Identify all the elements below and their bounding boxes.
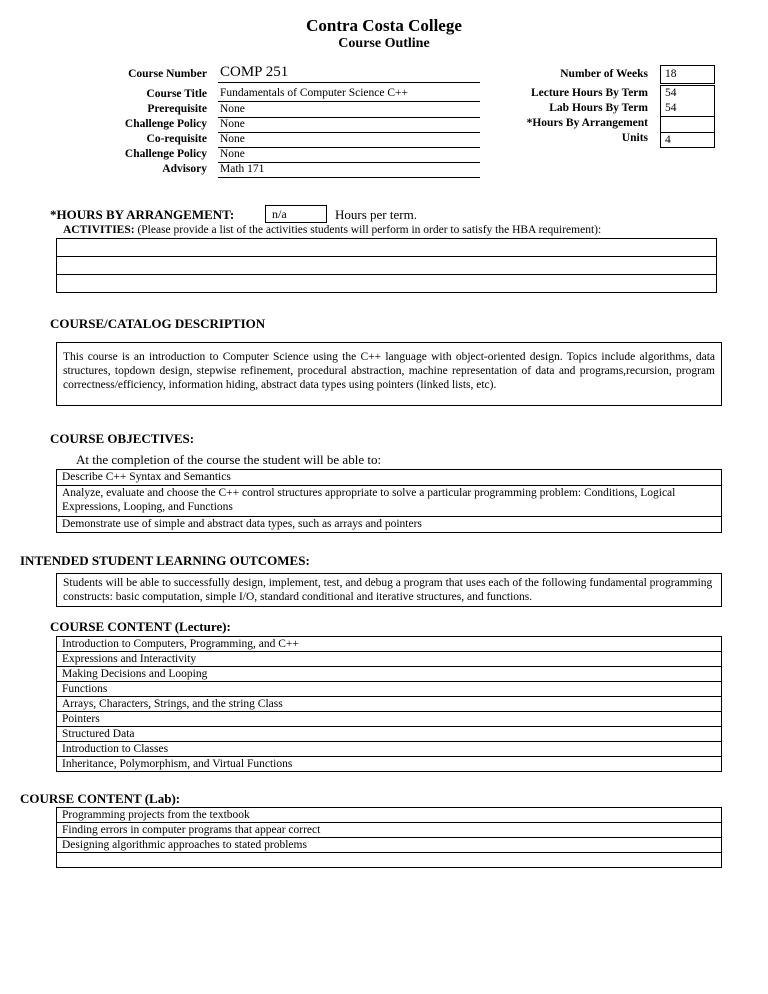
advisory-value: Math 171 (218, 162, 480, 178)
hba-label: *HOURS BY ARRANGEMENT: (50, 207, 235, 222)
advisory-label: Advisory (162, 163, 207, 175)
hours-box (660, 85, 715, 148)
lecture-item: Functions (57, 682, 721, 697)
lecture-item: Inheritance, Polymorphism, and Virtual Functions (57, 757, 721, 772)
college-title: Contra Costa College (306, 16, 462, 35)
lecture-item: Pointers (57, 712, 721, 727)
document-subtitle: Course Outline (338, 36, 430, 51)
objectives-list (56, 469, 722, 533)
lecture-heading: COURSE CONTENT (Lecture): (50, 619, 231, 634)
activities-line (63, 224, 601, 236)
prerequisite-value: None (218, 102, 480, 118)
lab-hours-label: Lab Hours By Term (549, 102, 648, 114)
objective-item: Analyze, evaluate and choose the C++ control structures appropriate to solve a particular programming problem: Conditions, Logical Expressions, Looping, and Functions (57, 486, 721, 517)
objective-item: Describe C++ Syntax and Semantics (57, 470, 721, 486)
course-title-label: Course Title (146, 88, 207, 100)
lab-item: Programming projects from the textbook (57, 808, 721, 823)
objective-item: Demonstrate use of simple and abstract data types, such as arrays and pointers (57, 517, 721, 533)
course-number-value: COMP 251 (218, 63, 480, 83)
activities-note: (Please provide a list of the activities students will perform in order to satisfy the HBA requirement): (137, 224, 602, 236)
activities-table (56, 238, 717, 293)
lecture-item: Arrays, Characters, Strings, and the string Class (57, 697, 721, 712)
co-requisite-value: None (218, 132, 480, 148)
course-number-label: Course Number (128, 68, 207, 80)
challenge-policy-2-value: None (218, 147, 480, 163)
lecture-item: Making Decisions and Looping (57, 667, 721, 682)
hba-value-field: n/a (265, 205, 327, 223)
lecture-item: Introduction to Computers, Programming, and C++ (57, 637, 721, 652)
hba-suffix: Hours per term. (335, 207, 417, 222)
prerequisite-label: Prerequisite (147, 103, 207, 115)
lecture-item: Introduction to Classes (57, 742, 721, 757)
challenge-policy-label: Challenge Policy (124, 118, 207, 130)
lecture-item: Expressions and Interactivity (57, 652, 721, 667)
units-value: 4 (665, 134, 671, 146)
lab-item: Finding errors in computer programs that appear correct (57, 823, 721, 838)
hba-hours-value (661, 117, 714, 133)
outcomes-text: Students will be able to successfully design, implement, test, and debug a program that uses each of the following fundamental programming constructs: basic computation, simple I/O, standard conditional and iterative structures, and functions. (56, 573, 722, 607)
lab-item: Designing algorithmic approaches to stated problems (57, 838, 721, 853)
number-of-weeks-label: Number of Weeks (560, 68, 648, 80)
lab-heading: COURSE CONTENT (Lab): (20, 791, 181, 806)
challenge-policy-2-label: Challenge Policy (124, 148, 207, 160)
co-requisite-label: Co-requisite (146, 133, 207, 145)
lab-content-list (56, 807, 722, 868)
lab-item (57, 853, 721, 868)
objectives-heading: COURSE OBJECTIVES: (50, 431, 195, 446)
lecture-hours-value: 54 (665, 87, 677, 99)
description-heading: COURSE/CATALOG DESCRIPTION (50, 316, 266, 331)
lecture-hours-label: Lecture Hours By Term (530, 87, 648, 99)
description-text: This course is an introduction to Computer Science using the C++ language with object-oriented design. Topics include algorithms, data structures, topdown design, stepwise refinement, procedural abstraction, machine representation of data and programs,recursion, program correctness/efficiency, information hiding, abstract data types using pointers (linked lists, etc). (56, 342, 722, 406)
units-label: Units (621, 132, 648, 144)
activities-label: ACTIVITIES: (63, 224, 135, 236)
lecture-item: Structured Data (57, 727, 721, 742)
course-title-value: Fundamentals of Computer Science C++ (218, 86, 480, 102)
lecture-content-list (56, 636, 722, 772)
weeks-value: 18 (665, 68, 677, 80)
outcomes-heading: INTENDED STUDENT LEARNING OUTCOMES: (20, 553, 310, 568)
activity-row (57, 239, 716, 257)
challenge-policy-value: None (218, 117, 480, 133)
objectives-intro: At the completion of the course the student will be able to: (76, 452, 382, 467)
lab-hours-value: 54 (661, 101, 714, 117)
activity-row (57, 275, 716, 293)
weeks-box (660, 65, 715, 84)
activity-row (57, 257, 716, 275)
hours-by-arrangement-label: *Hours By Arrangement (526, 117, 648, 129)
